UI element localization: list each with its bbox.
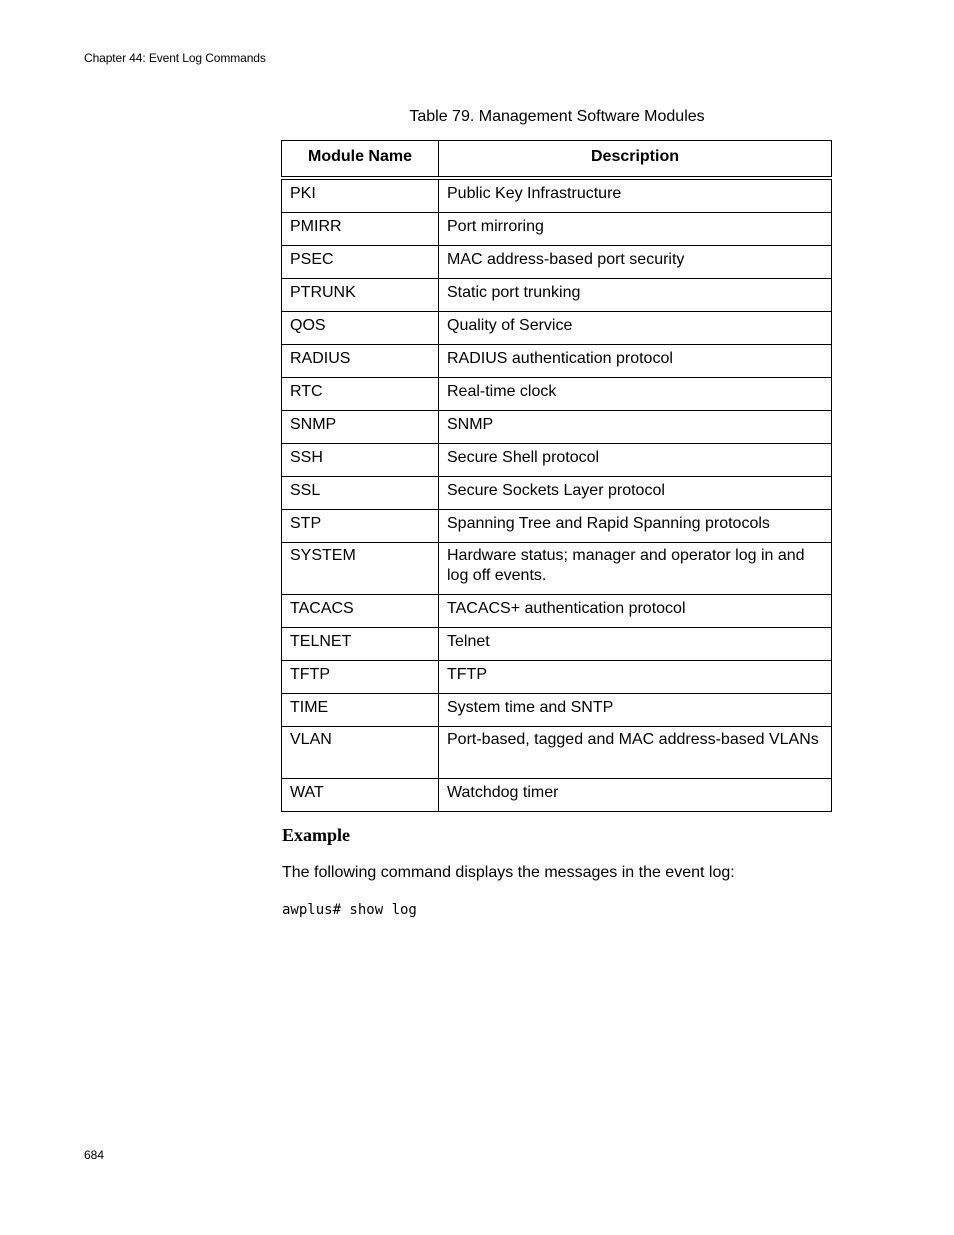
module-name-cell: RADIUS (282, 345, 439, 378)
description-cell: Port mirroring (439, 213, 832, 246)
table-row (282, 411, 832, 444)
description-cell: Real-time clock (439, 378, 832, 411)
description-cell: Hardware status; manager and operator log in and log off events. (439, 543, 832, 595)
module-name-cell: SSH (282, 444, 439, 477)
description-cell: RADIUS authentication protocol (439, 345, 832, 378)
description-cell: Secure Shell protocol (439, 444, 832, 477)
table-row (282, 444, 832, 477)
module-name-cell: PMIRR (282, 213, 439, 246)
description-cell: Quality of Service (439, 312, 832, 345)
module-name-cell: RTC (282, 378, 439, 411)
table-row (282, 510, 832, 543)
table-row (282, 312, 832, 345)
module-name-cell: PSEC (282, 246, 439, 279)
module-name-cell: TFTP (282, 661, 439, 694)
table-row (282, 628, 832, 661)
table-row (282, 694, 832, 727)
description-cell: SNMP (439, 411, 832, 444)
table-row (282, 279, 832, 312)
module-name-cell: TELNET (282, 628, 439, 661)
table-header-row (282, 141, 832, 179)
module-name-cell: SSL (282, 477, 439, 510)
module-name-cell: TIME (282, 694, 439, 727)
description-cell: Port-based, tagged and MAC address-based VLANs (439, 727, 832, 779)
table-row (282, 543, 832, 595)
description-cell: Static port trunking (439, 279, 832, 312)
module-name-cell: SYSTEM (282, 543, 439, 595)
description-cell: Watchdog timer (439, 779, 832, 812)
module-name-cell: PKI (282, 178, 439, 213)
example-command: awplus# show log (282, 902, 417, 918)
table-row (282, 178, 832, 213)
table-row (282, 246, 832, 279)
description-cell: TACACS+ authentication protocol (439, 595, 832, 628)
running-header: Chapter 44: Event Log Commands (84, 51, 266, 65)
module-name-cell: WAT (282, 779, 439, 812)
table-row (282, 779, 832, 812)
module-name-cell: VLAN (282, 727, 439, 779)
module-name-cell: PTRUNK (282, 279, 439, 312)
table-row (282, 213, 832, 246)
description-cell: Spanning Tree and Rapid Spanning protocols (439, 510, 832, 543)
table-caption: Table 79. Management Software Modules (409, 108, 705, 125)
table-row (282, 595, 832, 628)
example-heading: Example (282, 825, 351, 845)
table-row (282, 345, 832, 378)
page-number: 684 (84, 1148, 105, 1162)
table-row (282, 727, 832, 779)
description-cell: MAC address-based port security (439, 246, 832, 279)
table-row (282, 661, 832, 694)
example-description: The following command displays the messages in the event log: (282, 864, 735, 881)
module-name-cell: SNMP (282, 411, 439, 444)
column-header-module-name: Module Name (282, 141, 439, 179)
modules-table (281, 140, 832, 812)
description-cell: Secure Sockets Layer protocol (439, 477, 832, 510)
column-header-description: Description (439, 141, 832, 179)
module-name-cell: STP (282, 510, 439, 543)
description-cell: Public Key Infrastructure (439, 178, 832, 213)
description-cell: Telnet (439, 628, 832, 661)
description-cell: TFTP (439, 661, 832, 694)
description-cell: System time and SNTP (439, 694, 832, 727)
table-row (282, 378, 832, 411)
module-name-cell: QOS (282, 312, 439, 345)
table-row (282, 477, 832, 510)
module-name-cell: TACACS (282, 595, 439, 628)
